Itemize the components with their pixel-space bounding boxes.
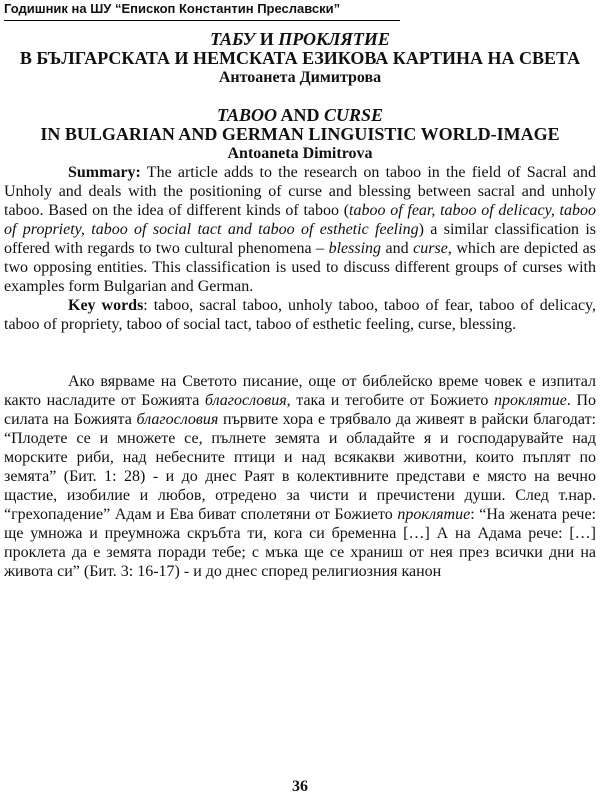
bg-title-line2: В БЪЛГАРСКАТА И НЕМСКАТА ЕЗИКОВА КАРТИНА НА СВЕТА [19, 48, 581, 68]
page-number: 36 [292, 778, 308, 795]
bulgarian-title [4, 30, 596, 68]
summary-label: Summary: [68, 164, 141, 181]
running-header: Годишник на ШУ “Епископ Константин Преславски” [4, 0, 400, 21]
bg-title-taboo: ТАБУ [210, 29, 256, 49]
bulgarian-title-block [4, 30, 596, 87]
section-gap [4, 334, 596, 372]
en-title-and: AND [276, 105, 324, 125]
en-title-line2: IN BULGARIAN AND GERMAN LINGUISTIC WORLD-IMAGE [40, 124, 560, 144]
en-title-curse: CURSE [324, 105, 384, 125]
english-author: Antoaneta Dimitrova [227, 145, 373, 162]
en-title-taboo: TABOO [216, 105, 277, 125]
body-paragraph: Ако вярваме на Светото писание, още от библейско време човек е изпитал както насладите от Божията благословия, така и тегобите от Божието проклятие. По силата на Божията благословия първите хора е трябвало да живеят в райски благодат: “Плодете се и множете се, пълнете земята и обладайте я и господарувайте над морските риби, над небесните птици и над всякакви животни, които пъплят по земята” (Бит. 1: 28) - и до днес Раят в колективните представи е място на вечно щастие, изобилие и любов, отредено за чисти и пречистени души. След т.нар. “грехопадение” Адам и Ева биват сполетяни от Божието проклятие: “На жената рече: ще умножа и преумножа скръбта ти, кога си бременна […] А на Адама рече: […] проклета да е земята поради тебе; с мъка ще се храниш от нея през всички дни на живота си” (Бит. 3: 16-17) - и до днес според религиозния канон [4, 373, 597, 580]
english-title [4, 106, 596, 144]
bg-title-curse: ПРОКЛЯТИЕ [278, 29, 390, 49]
keywords-label: Key words [68, 297, 144, 314]
bulgarian-author: Антоанета Димитрова [218, 69, 382, 86]
page-content [4, 22, 596, 581]
english-title-block [4, 106, 596, 163]
summary-paragraph: Summary: The article adds to the research on taboo in the field of Sacral and Unholy and deals with the positioning of curse and blessing between sacral and unholy taboo. Based on the idea of different kinds of taboo (taboo of fear, taboo of delicacy, taboo of propriety, taboo of social tact and taboo of esthetic feeling) a similar classification is offered with regards to two cultural phenomena – blessing and curse, which are depicted as two opposing entities. This classification is used to discuss different groups of curses with examples form Bulgarian and German. [4, 164, 597, 295]
keywords-paragraph: Key words: taboo, sacral taboo, unholy taboo, taboo of fear, taboo of delicacy, taboo of propriety, taboo of social tact, taboo of esthetic feeling, curse, blessing. [4, 297, 597, 333]
bg-title-and: И [255, 29, 279, 49]
